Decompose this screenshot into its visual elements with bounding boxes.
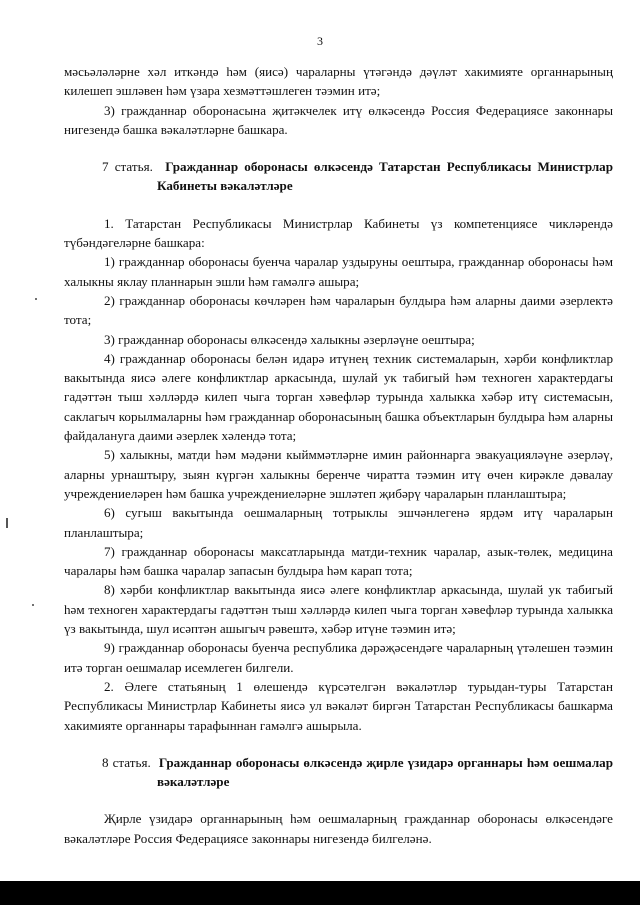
- article-7-item: 1) гражданнар оборонасы буенча чаралар уздыруны оештыра, гражданнар оборонасы һәм халыкны яклау планнарын эшли һәм гамәлгә ашыра;: [64, 254, 613, 289]
- document-body: [64, 62, 613, 848]
- article-7-item: 2) гражданнар оборонасы көчләрен һәм чараларын булдыра һәм аларны даими әзерлектә тота;: [64, 292, 613, 328]
- scan-bottom-bar: [0, 881, 640, 905]
- article-7-heading: [64, 157, 613, 196]
- article-7-item: 8) хәрби конфликтлар вакытында яисә әлеге конфликтлар аркасында, шулай ук табигый һәм техноген характердагы гадәттән тыш хәлләрдә килеп чыга торган хәвефләр турында халыкка үз вакытында, шул исәптән ашыгыч рәвештә, хәбәр итүне тәэмин итә;: [64, 582, 613, 637]
- article-7-item: 9) гражданнар оборонасы буенча республика дәрәҗәсендәге чараларның үтәлешен тәэмин итә торган оешмалар исемлеген билгели.: [64, 640, 613, 675]
- article-7-title: Гражданнар оборонасы өлкәсендә Татарстан Республикасы Министрлар Кабинеты вәкаләтләре: [157, 159, 613, 194]
- article-8-number: 8 статья.: [102, 754, 151, 770]
- scan-margin-mark: [6, 518, 8, 528]
- scan-speck: [32, 604, 34, 606]
- article-7-item: 6) сугыш вакытында оешмаларның тотрыклы эшчәнлегенә ярдәм итү чараларын планлаштыра;: [64, 505, 613, 540]
- scan-speck: [35, 298, 37, 300]
- paragraph-item-3: 3) гражданнар оборонасына җитәкчелек итү өлкәсендә Россия Федерациясе законнары нигезендә башка вәкаләтләрне башкара.: [64, 102, 613, 137]
- article-8-body: Җирле үзидарә органнарының һәм оешмаларның гражданнар оборонасы өлкәсендәге вәкаләтләре Россия Федерациясе законнары нигезендә билгеләнә.: [64, 811, 613, 846]
- article-7-intro: 1. Татарстан Республикасы Министрлар Кабинеты үз компетенциясе чикләрендә түбәндәгеләрне башкара:: [64, 215, 613, 251]
- article-7-paragraph-2: 2. Әлеге статьяның 1 өлешендә күрсәтелгән вәкаләтләр турыдан-туры Татарстан Республикасы Министрлар Кабинеты яисә ул вәкаләт биргән Татарстан Республикасы башкарма хакимияте органнары тарафыннан гамәлгә ашырыла.: [64, 678, 613, 733]
- article-8-title: Гражданнар оборонасы өлкәсендә җирле үзидарә органнары һәм оешмалар вәкаләтләре: [157, 754, 613, 790]
- page-number: 3: [317, 34, 323, 48]
- article-7-item: 5) халыкны, матди һәм мәдәни кыйммәтләрне имин районнарга эвакуацияләүне әзерләү, аларны урнаштыру, зыян күргән халыкны беренче чиратта тәэмин итү өчен кирәкле дәвалау учреждениеләрен һәм башка учреждениеләрне эшләтеп җибәрү чараларын планлаштыра;: [64, 447, 613, 501]
- article-7-number: 7 статья.: [102, 159, 153, 175]
- article-7-item: 3) гражданнар оборонасы өлкәсендә халыкны әзерләүне оештыра;: [104, 331, 475, 347]
- paragraph-continued: мәсьәләләрне хәл иткәндә һәм (яисә) чараларны үтәгәндә дәүләт хакимияте органнарының килешеп эшләвен һәм үзара хезмәттәшлеген тәэмин итә;: [64, 64, 613, 99]
- article-7-item: 4) гражданнар оборонасы белән идарә итүнең техник системаларын, хәрби конфликтлар вакытында яисә әлеге конфликтлар аркасында, шулай ук табигый һәм техноген характердагы гадәттән тыш хәлләрдә килеп чыга торган хәвефләр турында халыкка хәбәр итү системасын, саклагыч корылмаларны һәм гражданнар оборонасының башка объектларын булдыра һәм аларны файдалануга даими әзерлек хәлендә тота;: [64, 350, 613, 444]
- article-8-heading: [64, 753, 613, 792]
- article-7-item: 7) гражданнар оборонасы максатларында матди-техник чаралар, азык-төлек, медицина чаралары һәм башка чаралар запасын булдыра һәм карап тота;: [64, 543, 613, 579]
